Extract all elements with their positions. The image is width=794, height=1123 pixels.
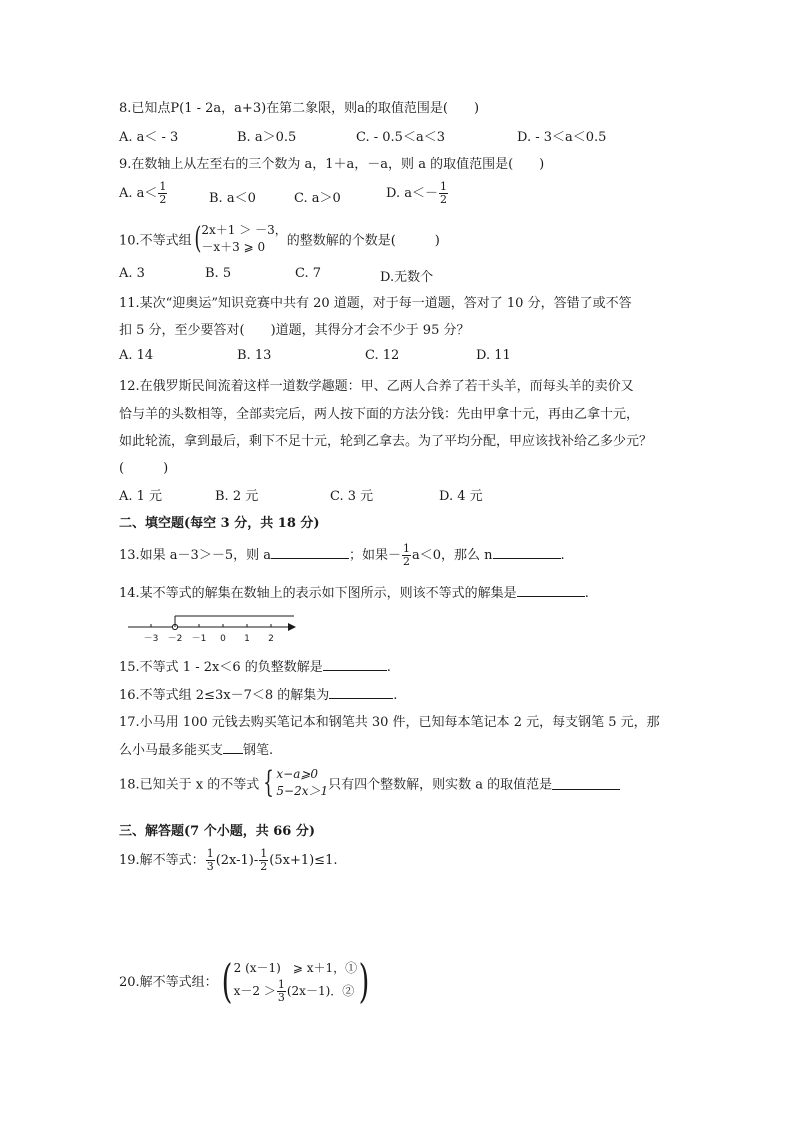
q14-stem: [119, 582, 589, 601]
q9-option-d-label: D. a＜－: [386, 186, 438, 201]
system-line-2: －x＋3 ⩾ 0: [201, 240, 266, 254]
q9-option-a-label: A. a＜: [119, 186, 158, 201]
q13-text-3: a＜0，那么 n: [412, 548, 493, 563]
answer-blank[interactable]: [323, 658, 387, 671]
q17-text-2: 钢笔.: [243, 743, 274, 758]
frac-num: 1: [159, 180, 167, 193]
q10-option-a: A. 3: [119, 266, 145, 281]
number-line: [124, 610, 304, 646]
q15-end: .: [386, 660, 391, 675]
frac-num: 1: [403, 542, 410, 555]
q10-stem: [119, 222, 440, 256]
q8-option-c: C. - 0.5＜a＜3: [356, 130, 445, 145]
fraction: [158, 181, 167, 206]
tick-label: 1: [244, 634, 250, 644]
q12-option-b: B. 2 元: [215, 489, 259, 504]
q12-option-d: D. 4 元: [439, 489, 483, 504]
q19-text-1: (2x-1)-: [215, 853, 259, 868]
q11-option-c: C. 12: [365, 348, 400, 363]
tick-label: 0: [220, 634, 226, 644]
inequality-system: [201, 222, 286, 256]
left-brace: {: [263, 765, 275, 800]
q11-line-2: 扣 5 分，至少要答对( )道题，其得分才会不少于 95 分？: [119, 323, 470, 338]
q11-option-a: A. 14: [119, 348, 154, 363]
q12-line-2: 恰与羊的头数相等，全部卖完后，两人按下面的方法分钱：先由甲拿十元，再由乙拿十元，: [119, 407, 640, 422]
q13-text-1: 13.如果 a－3＞－5，则 a: [119, 548, 271, 563]
axis-arrow-icon: [288, 623, 296, 631]
q8-option-d: D. - 3＜a＜0.5: [517, 130, 607, 145]
q18-stem: [119, 766, 620, 800]
q10-option-c: C. 7: [295, 266, 322, 281]
q18-suffix: 只有四个整数解，则实数 a 的取值范是: [328, 777, 553, 793]
q10-option-d: D.无数个: [380, 270, 434, 285]
frac-num: 1: [277, 978, 285, 991]
answer-blank[interactable]: [493, 546, 561, 559]
frac-den: 3: [206, 860, 214, 873]
q9-option-d: [386, 181, 449, 206]
q10-option-b: B. 5: [205, 266, 232, 281]
answer-blank[interactable]: [329, 686, 393, 699]
answer-blank[interactable]: [223, 741, 243, 754]
q19-text-2: (5x+1)≤1.: [269, 853, 338, 868]
tick-label: 2: [268, 634, 274, 644]
left-brace: (: [194, 221, 202, 256]
section-3-heading: 三、解答题(7 个小题，共 66 分): [119, 824, 316, 839]
tick-label: －3: [143, 634, 159, 644]
q13-end: .: [560, 548, 565, 563]
right-brace: ): [358, 953, 370, 1008]
q16-text: 16.不等式组 2≤3x－7＜8 的解集为: [119, 688, 330, 703]
q16-end: .: [393, 688, 398, 703]
q10-suffix: 的整数解的个数是( ): [286, 233, 440, 249]
q20-stem: [119, 953, 373, 1008]
q19-prefix: 19.解不等式：: [119, 853, 205, 868]
q14-text: 14.某不等式的解集在数轴上的表示如下图所示，则该不等式的解集是: [119, 586, 517, 601]
fraction: [206, 848, 215, 873]
system-line-2: [234, 979, 358, 1004]
q20-prefix: 20.解不等式组：: [119, 975, 218, 990]
q12-option-c: C. 3 元: [330, 489, 374, 504]
q12-line-4: ( ): [119, 461, 169, 476]
q8-stem: 8.已知点P(1 - 2a，a+3)在第二象限，则a的取值范围是( ): [119, 101, 480, 116]
inequality-system: [234, 957, 358, 1004]
q8-option-b: B. a＞0.5: [237, 130, 297, 145]
left-brace: (: [221, 953, 233, 1008]
frac-num: 1: [206, 847, 214, 860]
system-line-1: x−a⩾0: [276, 767, 319, 781]
tick-label: －2: [167, 634, 183, 644]
q13-text-2: ；如果－: [348, 548, 401, 563]
q12-line-3: 如此轮流，拿到最后，剩下不足十元，轮到乙拿去。为了平均分配，甲应该找补给乙多少元？: [119, 434, 653, 449]
q17-line-2: [119, 739, 273, 758]
q15-stem: [119, 656, 391, 675]
inequality-system: [276, 766, 328, 800]
frac-num: 1: [260, 847, 268, 860]
system-line-2: 5−2x＞1: [276, 784, 329, 798]
fraction: [259, 848, 268, 873]
frac-den: 2: [159, 193, 167, 206]
q17-text-1: 么小马最多能买支: [119, 743, 224, 758]
system-line-1: 2x＋1 ＞ －3，: [201, 223, 287, 237]
frac-den: 2: [439, 193, 447, 206]
q8-option-a: A. a＜ - 3: [119, 130, 179, 145]
q9-option-b: B. a＜0: [209, 191, 256, 206]
frac-den: 3: [277, 991, 285, 1004]
q9-option-a: [119, 181, 168, 206]
q16-stem: [119, 684, 397, 703]
system-line-2-text-1: x－2 ＞: [233, 984, 276, 998]
q18-prefix: 18.已知关于 x 的不等式: [119, 777, 260, 793]
q15-text: 15.不等式 1 - 2x＜6 的负整数解是: [119, 660, 323, 675]
q13-stem: [119, 543, 565, 568]
q12-option-a: A. 1 元: [119, 489, 163, 504]
system-line-1: 2 (x－1) ⩾ x＋1，①: [233, 961, 358, 975]
q11-line-1: 11.某次“迎奥运”知识竞赛中共有 20 道题，对于每一道题，答对了 10 分，答错了或不答: [119, 296, 632, 311]
q10-prefix: 10.不等式组: [119, 233, 192, 249]
q14-end: .: [584, 586, 589, 601]
frac-den: 2: [403, 555, 410, 568]
q17-line-1: 17.小马用 100 元钱去购买笔记本和钢笔共 30 件，已知每本笔记本 2 元，每支钢笔 5 元，那: [119, 715, 660, 730]
q12-line-1: 12.在俄罗斯民间流着这样一道数学趣题：甲、乙两人合养了若干头羊，而每头羊的卖价又: [119, 379, 634, 394]
q9-stem: 9.在数轴上从左至右的三个数为 a，1＋a，－a，则 a 的取值范围是( ): [119, 157, 545, 172]
q9-option-c: C. a＞0: [294, 191, 341, 206]
answer-blank[interactable]: [552, 777, 620, 790]
tick-label: －1: [191, 634, 207, 644]
answer-blank[interactable]: [517, 584, 585, 597]
frac-num: 1: [439, 180, 447, 193]
q11-option-b: B. 13: [237, 348, 272, 363]
q11-option-d: D. 11: [476, 348, 511, 363]
fraction: [402, 543, 411, 568]
fraction: [439, 181, 448, 206]
answer-blank[interactable]: [271, 546, 349, 559]
fraction: [277, 979, 286, 1004]
section-2-heading: 二、填空题(每空 3 分，共 18 分): [119, 516, 320, 531]
frac-den: 2: [260, 860, 268, 873]
system-line-2-text-2: (2x－1)．②: [286, 984, 355, 998]
q19-stem: [119, 848, 337, 873]
